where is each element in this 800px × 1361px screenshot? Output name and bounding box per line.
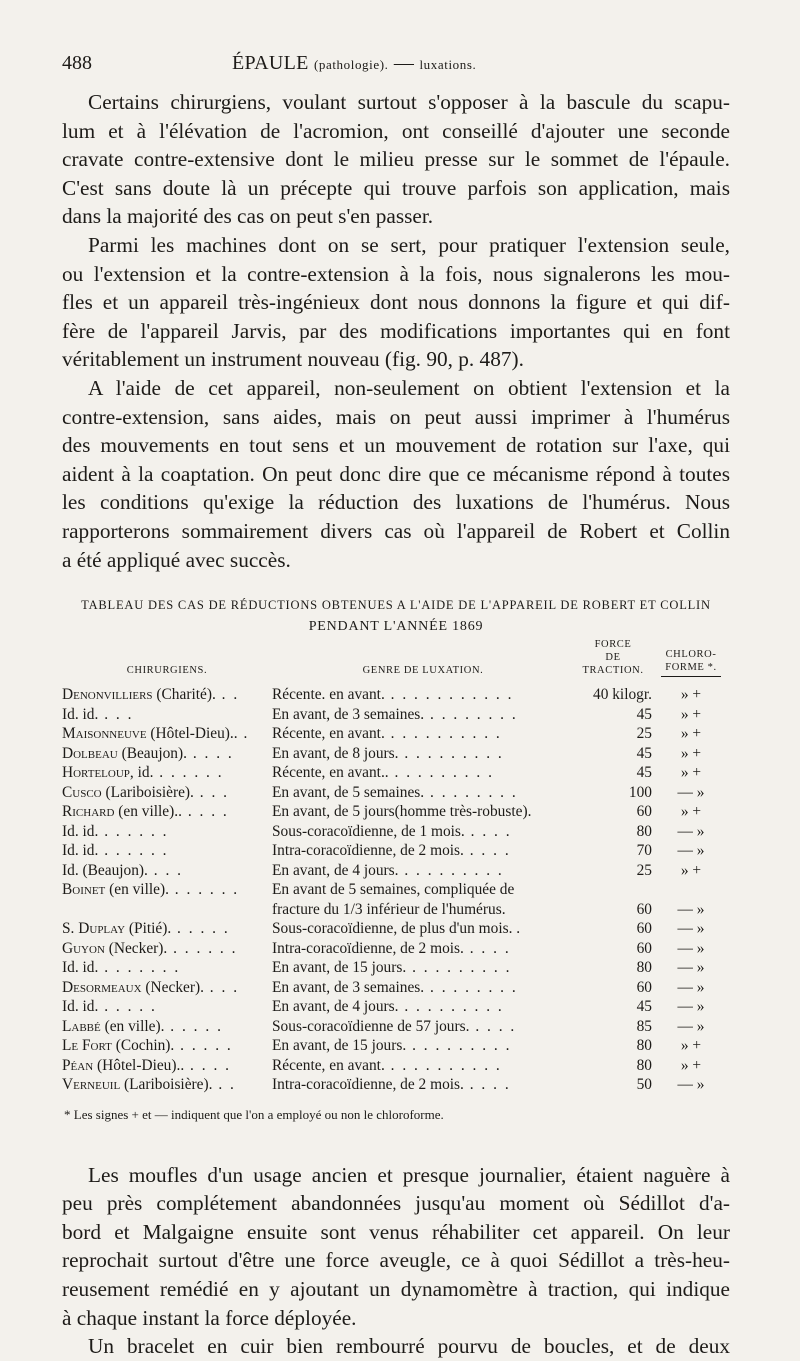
text-line: dans la majorité des cas on peut s'en passer. <box>62 204 434 229</box>
cell-force: 80 <box>636 1056 652 1074</box>
cell-chirurgien <box>62 978 272 998</box>
cell-genre <box>272 841 574 861</box>
col-header-force <box>574 638 652 685</box>
luxation-type: En avant, de 5 semaines. <box>272 783 425 801</box>
header-rule <box>661 676 721 677</box>
cell-genre <box>272 1036 574 1056</box>
col-header-force-2: DE TRACTION. <box>582 652 644 677</box>
table-body <box>62 685 730 1095</box>
cell-chloroforme: — » <box>677 1076 705 1094</box>
cell-genre <box>272 1075 574 1095</box>
luxation-type: Intra-coracoïdienne, de 2 mois. <box>272 842 464 860</box>
leader-dots: . . . <box>147 861 183 879</box>
cell-chirurgien <box>62 1036 272 1056</box>
text-line: des mouvements en tout sens et un mouvement de rotation sur l'axe, qui <box>62 433 730 458</box>
paragraph-2 <box>62 231 730 374</box>
cell-force: 100 <box>628 783 652 801</box>
surgeon-place: Id. id. <box>62 705 99 723</box>
cell-chirurgien <box>62 841 272 861</box>
surgeon-place: (Hôtel-Dieu).. <box>146 725 238 743</box>
cell-chirurgien <box>62 1075 272 1095</box>
luxation-type: Sous-coracoïdienne, de 1 mois. <box>272 822 465 840</box>
leader-dots: . . . <box>193 783 230 801</box>
table-row <box>62 763 730 783</box>
table-title-line-2: PENDANT L'ANNÉE 1869 <box>308 619 484 635</box>
leader-dots: . . . . <box>186 744 234 762</box>
table-title <box>62 594 730 638</box>
cell-genre <box>272 919 574 939</box>
col-header-chloro-2: FORME *. <box>665 662 717 674</box>
header-subtitle: (pathologie). <box>313 57 389 72</box>
cell-force: 70 <box>636 842 652 860</box>
table-row <box>62 841 730 861</box>
cell-chirurgien <box>62 763 272 783</box>
cell-force: 80 <box>636 1037 652 1055</box>
cell-chirurgien <box>62 783 272 803</box>
luxation-type: En avant de 5 semaines, compliquée de <box>272 881 515 899</box>
text-line: bord et Malgaigne ensuite sont venus réhabiliter cet appareil. On leur <box>62 1219 730 1244</box>
text-line: Un bracelet en cuir bien rembourré pourvu de boucles, et de deux <box>88 1334 730 1359</box>
page <box>62 52 730 1361</box>
cell-force: 60 <box>636 900 652 918</box>
table-row <box>62 822 730 842</box>
surgeon-place: (Necker). <box>141 978 204 996</box>
luxation-type: En avant, de 15 jours. <box>272 959 407 977</box>
cell-chloroforme: — » <box>677 822 705 840</box>
text-line: contre-extension, sans aides, mais on peut aussi imprimer à l'humérus <box>62 404 730 429</box>
cell-force: 60 <box>636 978 652 996</box>
surgeon-place: , id. <box>129 764 154 782</box>
cell-genre <box>272 997 574 1017</box>
text-line: fère de l'appareil Jarvis, par des modifications importantes qui en font <box>62 318 730 343</box>
leader-dots: . . . . . . . . . . <box>384 1056 502 1074</box>
cell-chirurgien <box>62 939 272 959</box>
cell-chloroforme: — » <box>677 978 705 996</box>
table-row <box>62 705 730 725</box>
text-line: Parmi les machines dont on se sert, pour pratiquer l'extension seule, <box>88 232 730 257</box>
luxation-type: Récente, en avant.. <box>272 764 389 782</box>
col-header-genre: GENRE DE LUXATION. <box>362 665 484 677</box>
reductions-table <box>62 638 730 1095</box>
surgeon-place: (en ville). <box>100 1017 165 1035</box>
surgeon-place: Id. id. <box>62 959 99 977</box>
leader-dots: . . . . . . . . . <box>388 764 494 782</box>
cell-force: 25 <box>636 725 652 743</box>
table-row <box>62 724 730 744</box>
cell-chirurgien <box>62 880 272 900</box>
surgeon-name: Richard <box>62 803 115 821</box>
leader-dots: . . . . <box>463 842 511 860</box>
cell-chirurgien <box>62 724 272 744</box>
cell-genre <box>272 939 574 959</box>
text-line: les conditions qu'exige la réduction des luxations de l'humérus. Nous <box>62 490 730 515</box>
table-row <box>62 900 730 920</box>
leader-dots: . . . . . . <box>98 842 169 860</box>
leader-dots: . . . . . <box>174 1037 233 1055</box>
text-line: fles et un appareil très-ingénieux dont nous donnons la figure et qui dif- <box>62 290 730 315</box>
paragraph-4 <box>62 1161 730 1333</box>
cell-chloroforme: — » <box>677 842 705 860</box>
luxation-type: Récente, en avant. <box>272 1056 385 1074</box>
cell-chirurgien <box>62 744 272 764</box>
surgeon-name: Desormeaux <box>62 978 142 996</box>
cell-chloroforme: » + <box>680 1037 702 1055</box>
table-row <box>62 1056 730 1076</box>
table-row <box>62 744 730 764</box>
cell-chloroforme: » + <box>680 803 702 821</box>
surgeon-place: (Hôtel-Dieu).. <box>93 1056 185 1074</box>
text-line: Les moufles d'un usage ancien et presque journalier, étaient naguère à <box>88 1162 730 1187</box>
cell-chloroforme: » + <box>680 1056 702 1074</box>
table-row <box>62 1036 730 1056</box>
table-row <box>62 978 730 998</box>
cell-force: 60 <box>636 803 652 821</box>
cell-chloroforme: — » <box>677 1017 705 1035</box>
cell-chirurgien <box>62 685 272 705</box>
col-header-chloro-1: CHLORO- <box>665 649 717 661</box>
surgeon-place: (Beaujon). <box>117 744 187 762</box>
cell-chirurgien <box>62 997 272 1017</box>
leader-dots: . . . . . <box>164 1017 223 1035</box>
leader-dots: . . . . . . . . . <box>398 744 504 762</box>
table-header-row <box>62 638 730 685</box>
cell-chloroforme: » + <box>680 764 702 782</box>
cell-force: 50 <box>636 1076 652 1094</box>
luxation-type: En avant, de 4 jours. <box>272 998 399 1016</box>
surgeon-place: Id. id. <box>62 842 99 860</box>
cell-force: 60 <box>636 939 652 957</box>
header-section: luxations. <box>419 57 477 72</box>
surgeon-name: Péan <box>62 1056 94 1074</box>
surgeon-name: Labbé <box>62 1017 101 1035</box>
luxation-type: En avant, de 15 jours. <box>272 1037 407 1055</box>
leader-dots: . . . . . . . <box>98 959 181 977</box>
luxation-type: En avant, de 8 jours. <box>272 744 399 762</box>
cell-force: 85 <box>636 1017 652 1035</box>
leader-dots: . . . . <box>181 803 229 821</box>
luxation-type: En avant, de 3 semaines. <box>272 705 425 723</box>
cell-force: 80 <box>636 959 652 977</box>
table-row <box>62 685 730 705</box>
leader-dots: . . . . . . . . . <box>398 998 504 1016</box>
cell-genre <box>272 685 574 705</box>
surgeon-name: Dolbeau <box>62 744 118 762</box>
cell-force: 80 <box>636 822 652 840</box>
table-row <box>62 958 730 978</box>
leader-dots: . . . . <box>464 822 512 840</box>
cell-chloroforme: » + <box>680 744 702 762</box>
cell-genre <box>272 900 574 920</box>
luxation-type: fracture du 1/3 inférieur de l'humérus. <box>272 900 506 918</box>
cell-force: 45 <box>636 705 652 723</box>
text-line: a été appliqué avec succès. <box>62 547 291 572</box>
table-row <box>62 939 730 959</box>
text-line: A l'aide de cet appareil, non-seulement on obtient l'extension et la <box>88 375 730 400</box>
leader-dots: . . . . <box>463 1076 511 1094</box>
cell-chirurgien <box>62 919 272 939</box>
surgeon-name: Verneuil <box>62 1076 121 1094</box>
surgeon-place: (Lariboisière). <box>120 1076 213 1094</box>
leader-dots: . . . . . . . . . . <box>384 725 502 743</box>
cell-chirurgien <box>62 1056 272 1076</box>
leader-dots: . . . . . <box>171 920 230 938</box>
surgeon-name: Denonvilliers <box>62 686 153 704</box>
col-header-chirurgiens: CHIRURGIENS. <box>126 665 208 677</box>
luxation-type: Intra-coracoïdienne, de 2 mois. <box>272 1076 464 1094</box>
luxation-type: En avant, de 3 semaines. <box>272 978 425 996</box>
cell-genre <box>272 802 574 822</box>
text-line: C'est sans doute là un précepte qui trouve parfois son application, mais <box>62 175 730 200</box>
cell-chirurgien <box>62 802 272 822</box>
leader-dots: . . . . <box>463 939 511 957</box>
surgeon-name: Boinet <box>62 881 106 899</box>
cell-genre <box>272 744 574 764</box>
col-header-force-1: FORCE <box>594 639 632 651</box>
cell-genre <box>272 1017 574 1037</box>
table-row <box>62 861 730 881</box>
text-line: rapporterons sommairement divers cas où l'appareil de Robert et Collin <box>62 518 730 543</box>
cell-chloroforme: — » <box>677 939 705 957</box>
cell-chirurgien <box>62 705 272 725</box>
cell-genre <box>272 861 574 881</box>
cell-genre <box>272 822 574 842</box>
surgeon-place: (Lariboisière). <box>101 783 194 801</box>
luxation-type: En avant, de 5 jours(homme très-robuste). <box>272 803 532 821</box>
cell-genre <box>272 978 574 998</box>
cell-chloroforme: — » <box>677 998 705 1016</box>
cell-chloroforme <box>652 880 730 900</box>
table-row <box>62 802 730 822</box>
leader-dots: . . . . . . . . <box>424 705 518 723</box>
text-line: reusement remédié en y ajoutant un dynamomètre à traction, qui indique <box>62 1276 730 1301</box>
text-line: ou l'extension et la contre-extension à la fois, nous signalerons les mou- <box>62 261 730 286</box>
surgeon-place: Id. id. <box>62 998 99 1016</box>
running-title <box>232 52 476 75</box>
text-line: véritablement un instrument nouveau (fig. 90, p. 487). <box>62 347 524 372</box>
luxation-type: Sous-coracoïdienne, de plus d'un mois. . <box>272 920 521 938</box>
text-line: Certains chirurgiens, voulant surtout s'opposer à la bascule du scapu- <box>88 90 730 114</box>
cell-force: 40 kilogr. <box>593 686 652 704</box>
leader-dots: . . . . . . <box>98 822 169 840</box>
leader-dots: . . . . . . <box>153 764 224 782</box>
table-row <box>62 1075 730 1095</box>
table-row <box>62 880 730 900</box>
luxation-type: Récente, en avant. <box>272 725 385 743</box>
leader-dots: . . <box>212 1076 236 1094</box>
leader-dots: . . . . . . . . . <box>398 861 504 879</box>
leader-dots: . . . . . . . . . <box>406 1037 512 1055</box>
text-line: à chaque instant la force déployée. <box>62 1305 357 1330</box>
cell-chloroforme: — » <box>677 900 705 918</box>
text-line: aident à la coaptation. On peut donc dire que ce mécanisme répond à toutes <box>62 461 730 486</box>
cell-genre <box>272 763 574 783</box>
surgeon-name: Horteloup <box>62 764 130 782</box>
luxation-type: En avant, de 4 jours. <box>272 861 399 879</box>
cell-chirurgien <box>62 822 272 842</box>
surgeon-name: Maisonneuve <box>62 725 147 743</box>
cell-chloroforme: — » <box>677 920 705 938</box>
surgeon-place: (Cochin). <box>111 1037 175 1055</box>
surgeon-name: S. Duplay <box>62 920 126 938</box>
leader-dots: . . . . . . <box>167 939 238 957</box>
table-footnote: * Les signes + et — indiquent que l'on a employé ou non le chloroforme. <box>64 1106 444 1122</box>
leader-dots: . . . . . . . . <box>424 783 518 801</box>
luxation-type: Intra-coracoïdienne, de 2 mois. <box>272 939 464 957</box>
leader-dots: . . . <box>98 705 134 723</box>
surgeon-place: Id. id. <box>62 822 99 840</box>
cell-genre <box>272 705 574 725</box>
cell-chloroforme: — » <box>677 959 705 977</box>
surgeon-place: Id. (Beaujon). <box>62 861 148 879</box>
cell-force: 45 <box>636 744 652 762</box>
cell-force: 25 <box>636 861 652 879</box>
surgeon-name: Cusco <box>62 783 102 801</box>
table-row <box>62 1017 730 1037</box>
cell-chirurgien <box>62 900 272 920</box>
running-header <box>62 52 730 80</box>
luxation-type: Récente. en avant. <box>272 686 385 704</box>
leader-dots: . <box>237 725 250 743</box>
leader-dots: . . . . . . <box>168 881 240 899</box>
table-title-line-1: TABLEAU DES CAS DE RÉDUCTIONS OBTENUES A L'AIDE DE L'APPAREIL DE ROBERT ET COLLIN <box>81 598 711 613</box>
cell-force: 45 <box>636 764 652 782</box>
text-line: reprochait surtout d'être une force aveugle, ce à quoi Sédillot a très-heu- <box>62 1248 730 1273</box>
surgeon-name: Le Fort <box>62 1037 112 1055</box>
text-line: cravate contre-extensive dont le milieu presse sur le sommet de l'épaule. <box>62 147 730 172</box>
surgeon-place: (en ville). <box>105 881 169 899</box>
cell-genre <box>272 783 574 803</box>
header-dash: — <box>393 52 415 74</box>
cell-chirurgien <box>62 1017 272 1037</box>
paragraph-1 <box>62 88 730 231</box>
page-number: 488 <box>62 52 92 74</box>
leader-dots: . . . . <box>184 1056 231 1074</box>
table-row <box>62 997 730 1017</box>
leader-dots: . . . . <box>469 1017 517 1035</box>
leader-dots: . . . <box>203 978 240 996</box>
text-line: peu près complétement abandonnées jusqu'au moment où Sédillot d'a- <box>62 1191 730 1216</box>
leader-dots: . . . . . . . . . <box>406 959 512 977</box>
cell-chloroforme: » + <box>680 705 702 723</box>
cell-chirurgien <box>62 958 272 978</box>
cell-force: 45 <box>636 998 652 1016</box>
cell-genre <box>272 880 574 900</box>
surgeon-place: (Pitié). <box>125 920 172 938</box>
leader-dots: . . . . . . . . . . . <box>384 686 514 704</box>
surgeon-place: (en ville).. <box>114 803 182 821</box>
table-row <box>62 783 730 803</box>
surgeon-place: (Necker). <box>104 939 168 957</box>
paragraph-5 <box>62 1332 730 1361</box>
table-row <box>62 919 730 939</box>
cell-force <box>574 880 652 900</box>
cell-force: 60 <box>636 920 652 938</box>
surgeon-name: Guyon <box>62 939 105 957</box>
paragraph-3 <box>62 374 730 574</box>
cell-genre <box>272 1056 574 1076</box>
leader-dots: . . . . . <box>98 998 157 1016</box>
header-title: ÉPAULE <box>232 52 309 74</box>
leader-dots: . . . . . . . . <box>424 978 518 996</box>
cell-genre <box>272 958 574 978</box>
cell-chloroforme: » + <box>680 861 702 879</box>
leader-dots: . . <box>215 686 240 704</box>
col-header-chloro <box>652 638 730 685</box>
cell-chloroforme: » + <box>680 725 702 743</box>
cell-genre <box>272 724 574 744</box>
surgeon-place: (Charité). <box>152 686 216 704</box>
luxation-type: Sous-coracoïdienne de 57 jours. <box>272 1017 470 1035</box>
cell-chloroforme: » + <box>680 686 702 704</box>
text-line: lum et à l'élévation de l'acromion, ont conseillé d'ajouter une seconde <box>62 118 730 143</box>
cell-chloroforme: — » <box>677 783 705 801</box>
cell-chirurgien <box>62 861 272 881</box>
